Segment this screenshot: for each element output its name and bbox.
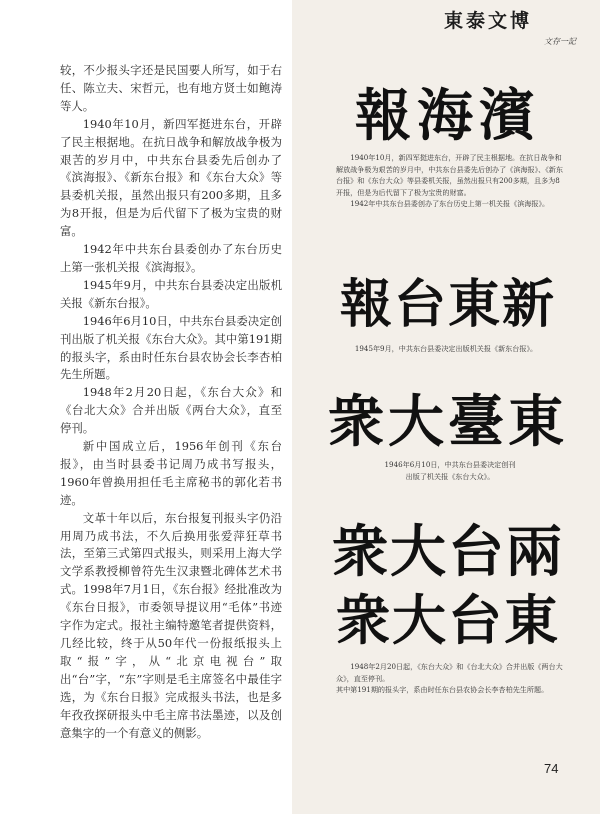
paragraph: 1940年10月，新四军挺进东台，开辟了民主根据地。在抗日战争和解放战争极为艰苦的岁月中，中共东台县委先后创办了《滨海报》、《新东台报》和《东台大众》等县委机关报，虽然出报只有200多期，且多为8开报，但是为后代留下了极为宝贵的财富。 [60, 116, 282, 239]
masthead-binhai: 報海濱 [355, 83, 541, 149]
caption-text: 1940年10月，新四军挺进东台，开辟了民主根据地。在抗日战争和解放战争极为艰苦的岁月中，中共东台县委先后创办了《滨海报》、《新东台报》和《东台大众》等县委机关报，虽然出报只有200多期，且多为8开报，但是为后代留下了极为宝贵的财富。 [336, 153, 563, 197]
caption-text: 1946年6月10日，中共东台县委决定创刊 [384, 460, 516, 469]
paragraph: 1945年9月，中共东台县委决定出版机关报《新东台报》。 [60, 277, 282, 310]
masthead-dongtai-dazhong-191: 衆大台東 [336, 588, 560, 652]
caption-text: 出版了机关报《东台大众》。 [405, 471, 495, 481]
logo-signature: 文存一記 [544, 37, 576, 46]
caption-xindongtai [312, 343, 580, 355]
paragraph: 1948年2月20日起，《东台大众》和《台北大众》合并出版《两台大众》，直至停刊。 [60, 385, 282, 436]
caption-text: 1942年中共东台县委创办了东台历史上第一机关报《滨海报》。 [350, 199, 550, 209]
paragraph: 较，不少报头字还是民国要人所写，如于右任、陈立夫、宋哲元，也有地方贤士如鲍涛等人。 [60, 63, 282, 113]
paragraph: 文革十年以后，东台报复刊报头字仍沿用周乃成书法，不久后换用张爱萍狂草书法，至第三式第四式报头，则采用上海大学文学系教授柳曾符先生汉隶暨北碑体艺术书式。1998年7月1日，《东台报》经批准改为《东台日报》，市委领导提议用“毛体”书迹字作为定式。报社主编特邀笔者提供资料，几经比较，终于从50年代一份报纸报头上取“报”字，从“北京电视台”取出“台”字，“东”字则是毛主席签名中最佳字选，为《东台日报》完成报头书法，也是多年孜孜探研报头中毛主席书法墨迹，以及创意集字的一个有意义的侧影。 [60, 510, 282, 740]
paragraph: 1942年中共东台县委创办了东台历史上第一张机关报《滨海报》。 [60, 242, 282, 274]
page-number: 74 [544, 761, 559, 776]
caption-text: 1945年9月，中共东台县委决定出版机关报《新东台报》。 [354, 344, 538, 353]
caption-liangtai [336, 661, 564, 696]
caption-dongtai-dazhong [336, 459, 564, 482]
caption-text: 1948年2月20日起，《东台大众》和《台北大众》合并出版《两台大众》，直至停刊。 [336, 662, 563, 683]
masthead-liangtai-dazhong: 衆大台兩 [332, 519, 564, 585]
publication-logo [444, 6, 576, 50]
paragraph: 新中国成立后，1956年创刊《东台报》，由当时县委书记周乃成书写报头，1960年曾换用担任毛主席秘书的郭化若书迹。 [60, 439, 282, 507]
body-text [60, 62, 282, 742]
logo-title: 東泰文博 [444, 10, 533, 32]
caption-binhai [336, 152, 564, 210]
caption-text: 其中第191期的报头字，系由时任东台县农协会长李杏柏先生所题。 [336, 685, 549, 695]
left-page [0, 0, 292, 814]
masthead-xindongtai: 報台東新 [339, 274, 556, 335]
paragraph: 1946年6月10日，中共东台县委决定创刊出版了机关报《东台大众》。其中第191期的报头字，系由时任东台县农协会长李杏柏先生所题。 [60, 313, 282, 382]
masthead-dongtai-dazhong: 衆大臺東 [328, 389, 568, 455]
